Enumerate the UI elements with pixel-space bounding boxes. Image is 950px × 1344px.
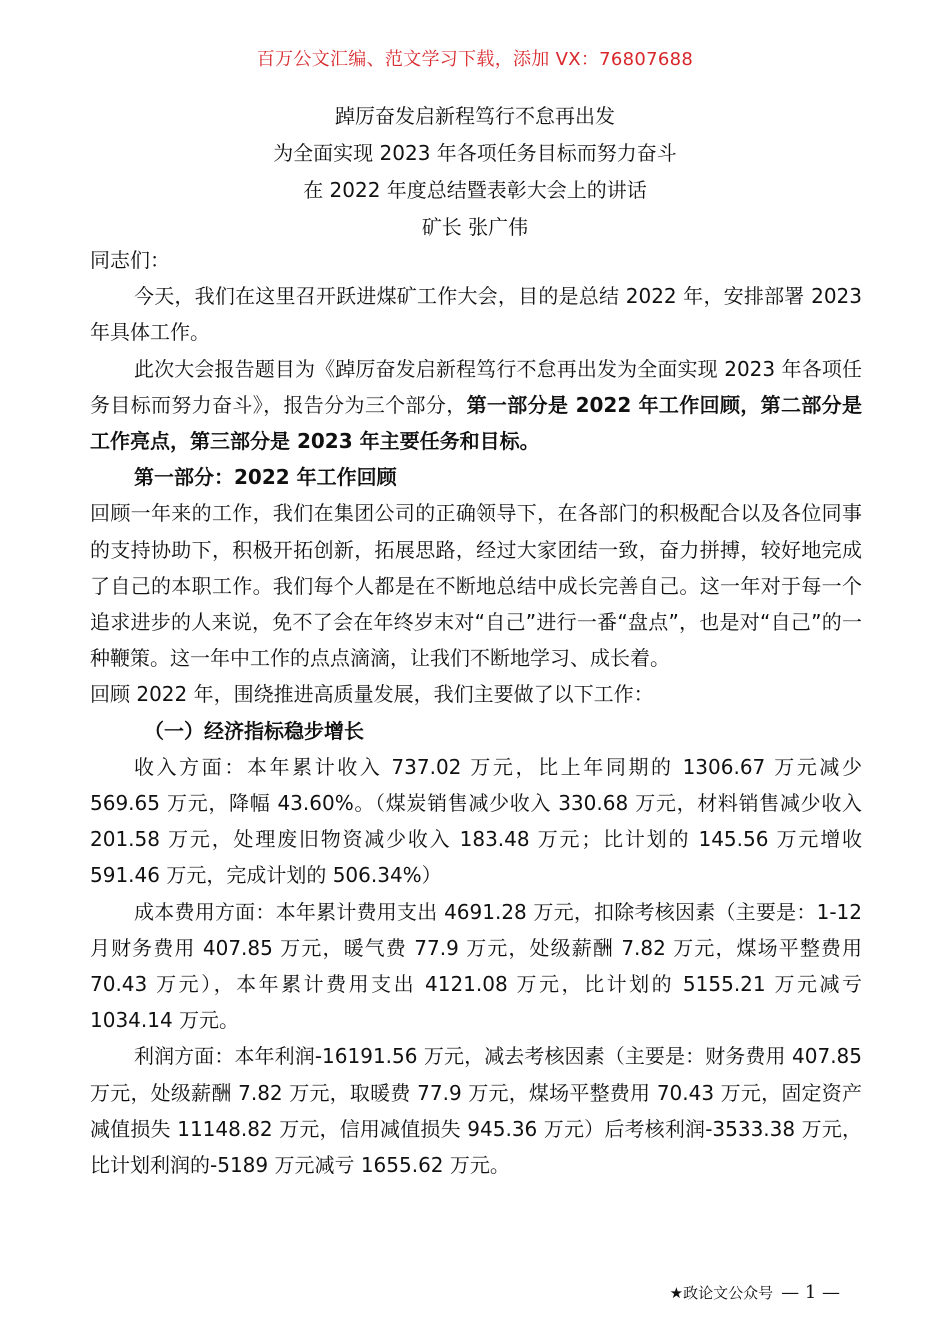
title-block [0, 98, 950, 246]
promo-banner: 百万公文汇编、范文学习下载，添加 VX：76807688 [256, 49, 694, 70]
footer-source: ★政论文公众号 [669, 1284, 774, 1302]
outline-text: 此次大会报告题目为《踔厉奋发启新程笃行不怠再出发为全面实现 2023 年各项任务目标而努力奋斗》，报告分为三个部分， [90, 356, 862, 417]
paragraph-intro: 今天，我们在这里召开跃进煤矿工作大会，目的是总结 2022 年，安排部署 2023 年具体工作。 [90, 284, 862, 345]
outline-emphasis: 第一部分是 2022 年工作回顾，第二部分是工作亮点，第三部分是 2023 年主要任务和目标。 [90, 392, 863, 454]
page-number: — 1 — [781, 1282, 840, 1303]
speech-body [90, 242, 862, 1183]
paragraph-costs: 成本费用方面：本年累计费用支出 4691.28 万元，扣除考核因素（主要是：1-12 月财务费用 407.85 万元，暖气费 77.9 万元，处级薪酬 7.82 万元，煤场平整费用 70.43 万元），本年累计费用支出 4121.08 万元，比计划的 5155.21 万元减亏 1034.14 万元。 [90, 899, 862, 1033]
subtitle: 为全面实现 2023 年各项任务目标而努力奋斗 [273, 141, 677, 165]
paragraph-review: 回顾一年来的工作，我们在集团公司的正确领导下，在各部门的积极配合以及各位同事的支持协助下，积极开拓创新，拓展思路，经过大家团结一致，奋力拼搏，较好地完成了自己的本职工作。我们每个人都是在不断地总结中成长完善自己。这一年对于每一个追求进步的人来说，免不了会在年终岁末对“自己”进行一番“盘点”，也是对“自己”的一种鞭策。这一年中工作的点点滴滴，让我们不断地学习、成长着。 [90, 501, 862, 671]
section-heading: 第一部分：2022 年工作回顾 [134, 465, 397, 490]
paragraph-summary-lead: 回顾 2022 年，围绕推进高质量发展，我们主要做了以下工作： [90, 682, 654, 707]
salutation: 同志们： [90, 248, 170, 272]
paragraph-profit: 利润方面：本年利润-16191.56 万元，减去考核因素（主要是：财务费用 407.85 万元，处级薪酬 7.82 万元，取暖费 77.9 万元，煤场平整费用 70.43 万元，固定资产减值损失 11148.82 万元，信用减值损失 945.36 万元）后考核利润-3533.38 万元，比计划利润的-5189 万元减亏 1655.62 万元。 [90, 1044, 862, 1178]
paragraph-report-outline [90, 351, 862, 460]
main-title: 踔厉奋发启新程笃行不怠再出发 [335, 104, 615, 128]
paragraph-income: 收入方面：本年累计收入 737.02 万元，比上年同期的 1306.67 万元减少 569.65 万元，降幅 43.60%。（煤炭销售减少收入 330.68 万元，材料销售减少收入 201.58 万元，处理废旧物资减少收入 183.48 万元；比计划的 145.56 万元增收 591.46 万元，完成计划的 506.34%） [90, 754, 862, 888]
subsection-heading: （一）经济指标稳步增长 [144, 718, 364, 743]
occasion-line: 在 2022 年度总结暨表彰大会上的讲话 [303, 178, 647, 202]
page-footer [670, 1282, 840, 1303]
speaker-line: 矿长 张广伟 [421, 215, 529, 239]
